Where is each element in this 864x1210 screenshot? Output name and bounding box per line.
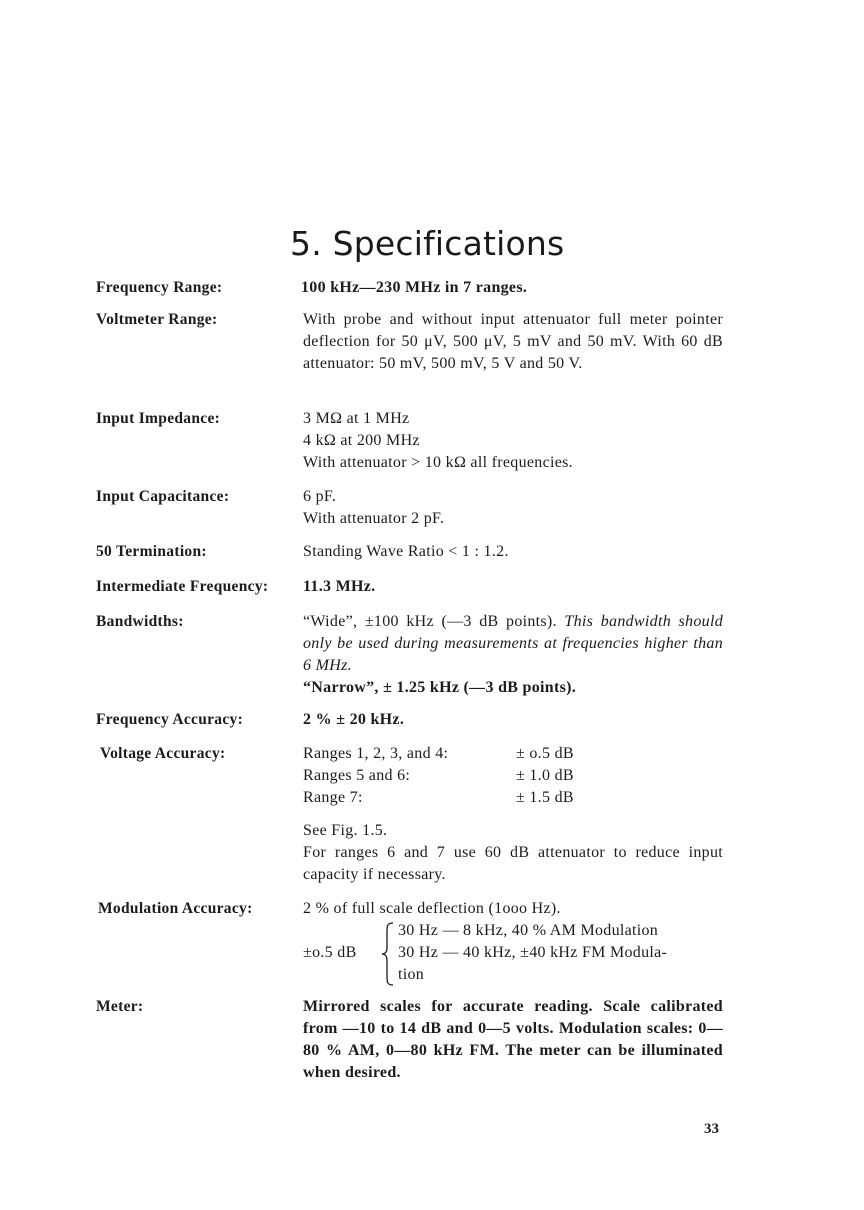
spec-value: Mirrored scales for accurate reading. Scale calibrated from —10 to 14 dB and 0—5 volts. Modulation scales: 0—80 % AM, 0—80 kHz FM. The meter can be illuminated when desired. bbox=[303, 998, 723, 1081]
spec-label: Modulation Accuracy: bbox=[98, 900, 253, 917]
voltage-range: Ranges 5 and 6: bbox=[303, 767, 411, 784]
spec-value bbox=[303, 898, 723, 986]
spec-label: Voltage Accuracy: bbox=[100, 745, 226, 762]
modulation-tolerance: ±o.5 dB bbox=[303, 944, 357, 961]
voltage-value: ± 1.5 dB bbox=[516, 789, 574, 806]
spec-label: Voltmeter Range: bbox=[96, 311, 218, 328]
spec-label: Meter: bbox=[96, 998, 144, 1015]
bandwidth-wide-text: “Wide”, ±100 kHz (—3 dB points). bbox=[303, 613, 557, 630]
modulation-lines bbox=[398, 920, 723, 986]
page-number: 33 bbox=[704, 1121, 719, 1137]
voltage-row bbox=[303, 743, 723, 765]
spec-value bbox=[303, 408, 723, 474]
bandwidth-note: This bandwidth should only be used during measurements at frequencies higher than 6 MHz. bbox=[303, 613, 723, 674]
spec-line: 4 kΩ at 200 MHz bbox=[303, 432, 420, 449]
modulation-line: 30 Hz — 40 kHz, ±40 kHz FM Modula- bbox=[398, 944, 668, 961]
spec-label: Frequency Accuracy: bbox=[96, 711, 244, 728]
spec-value bbox=[303, 486, 723, 530]
bandwidth-wide bbox=[303, 611, 723, 677]
voltage-row bbox=[303, 765, 723, 787]
voltage-see: See Fig. 1.5. bbox=[303, 822, 388, 839]
spec-label: Input Capacitance: bbox=[96, 488, 230, 505]
spec-value bbox=[303, 743, 723, 886]
voltage-range: Range 7: bbox=[303, 789, 363, 806]
page-title: 5. Specifications bbox=[290, 224, 565, 263]
spec-line: 6 pF. bbox=[303, 488, 337, 505]
spec-label: Input Impedance: bbox=[96, 410, 221, 427]
spec-label: Intermediate Frequency: bbox=[96, 578, 269, 595]
modulation-brace-group bbox=[303, 920, 723, 986]
spec-label: Frequency Range: bbox=[96, 279, 223, 296]
modulation-first: 2 % of full scale deflection (1ooo Hz). bbox=[303, 900, 561, 917]
spec-value: 100 kHz—230 MHz in 7 ranges. bbox=[301, 279, 528, 296]
voltage-row bbox=[303, 787, 723, 809]
spec-label: Bandwidths: bbox=[96, 613, 184, 630]
spec-line: With attenuator 2 pF. bbox=[303, 510, 445, 527]
curly-brace-icon bbox=[381, 922, 395, 986]
spec-value: 11.3 MHz. bbox=[303, 578, 376, 595]
voltage-value: ± o.5 dB bbox=[516, 745, 574, 762]
voltage-value: ± 1.0 dB bbox=[516, 767, 574, 784]
spec-value: Standing Wave Ratio < 1 : 1.2. bbox=[303, 543, 509, 560]
modulation-line: tion bbox=[398, 966, 425, 983]
spec-line: With attenuator > 10 kΩ all frequencies. bbox=[303, 454, 573, 471]
spec-value bbox=[303, 611, 723, 699]
spec-value: 2 % ± 20 kHz. bbox=[303, 711, 405, 728]
voltage-note: For ranges 6 and 7 use 60 dB attenuator to reduce input capacity if necessary. bbox=[303, 844, 723, 883]
spec-value: With probe and without input attenuator full meter pointer deflection for 50 μV, 500 μV, 5 mV and 50 mV. With 60 dB attenuator: 50 mV, 500 mV, 5 V and 50 V. bbox=[303, 311, 723, 372]
bandwidth-narrow: “Narrow”, ± 1.25 kHz (—3 dB points). bbox=[303, 679, 577, 696]
spec-label: 50 Termination: bbox=[96, 543, 207, 560]
modulation-line: 30 Hz — 8 kHz, 40 % AM Modulation bbox=[398, 922, 659, 939]
spec-line: 3 MΩ at 1 MHz bbox=[303, 410, 410, 427]
voltage-range: Ranges 1, 2, 3, and 4: bbox=[303, 745, 449, 762]
